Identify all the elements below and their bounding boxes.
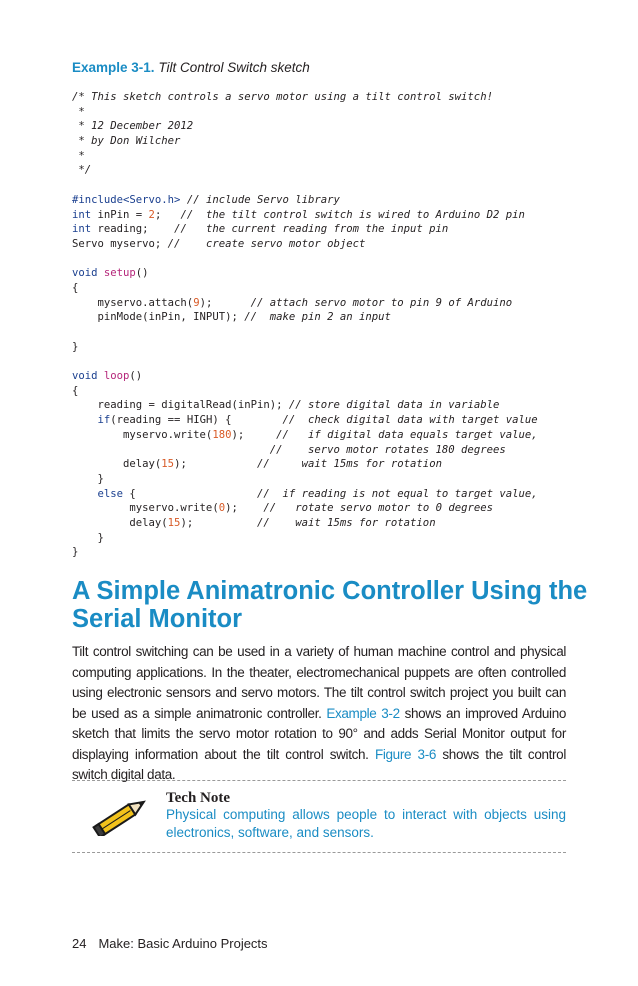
code-token: inPin = (91, 208, 149, 221)
code-token: ); (225, 502, 264, 515)
code-line (72, 428, 572, 443)
code-token: /* This sketch controls a servo motor using a tilt control switch! (72, 91, 493, 103)
code-token: reading = digitalRead(inPin); (72, 399, 289, 412)
paragraph-text: shows the tilt control switch digital data. (72, 746, 566, 782)
code-line (72, 296, 572, 311)
code-token: () (129, 370, 143, 383)
code-token: // servo motor rotates 180 degrees (269, 443, 506, 456)
code-token: int (72, 223, 92, 236)
code-token: * 12 December 2012 (72, 120, 194, 133)
code-token: reading; (91, 223, 175, 236)
code-line (72, 413, 572, 428)
code-line (72, 325, 572, 340)
code-line (72, 443, 572, 458)
code-token: if (97, 414, 111, 427)
code-line (72, 310, 572, 325)
code-token: delay( (72, 516, 168, 529)
code-token: void (72, 370, 98, 383)
code-line (72, 252, 572, 267)
book-title: Make: Basic Arduino Projects (98, 936, 268, 951)
code-line (72, 384, 572, 399)
code-token: myservo.write( (72, 428, 213, 441)
code-line (72, 134, 572, 149)
code-token: int (72, 208, 92, 221)
code-token (72, 444, 270, 456)
code-token: // the tilt control switch is wired to Arduino D2 pin (180, 208, 525, 221)
code-token: // store digital data in variable (288, 399, 500, 412)
code-token: loop (103, 370, 130, 383)
section-heading: A Simple Animatronic Controller Using the Serial Monitor (72, 577, 588, 633)
code-token: // make pin 2 an input (244, 311, 391, 324)
code-token: // if reading is not equal to target value, (256, 487, 538, 500)
code-line (72, 193, 572, 208)
code-line (72, 369, 572, 384)
code-token: () (135, 267, 149, 280)
code-token: // wait 15ms for rotation (256, 458, 442, 471)
pencil-icon (92, 796, 152, 836)
code-token: pinMode(inPin, INPUT); (72, 311, 245, 324)
code-line (72, 472, 572, 487)
code-token: // the current reading from the input pin (174, 223, 449, 236)
code-token: myservo.attach( (72, 296, 194, 309)
note-top-divider (72, 780, 566, 781)
code-token: void (72, 267, 98, 280)
cross-reference-link[interactable]: Example 3-2 (326, 705, 400, 721)
code-token: * (72, 149, 85, 162)
code-token: #include<Servo.h> (72, 193, 181, 206)
example-label: Example 3-1. (72, 60, 155, 75)
code-line (72, 516, 572, 531)
code-token: // attach servo motor to pin 9 of Arduino (250, 296, 513, 309)
page-footer (72, 936, 268, 952)
code-token (72, 488, 98, 500)
code-line (72, 119, 572, 134)
code-token: ); (231, 428, 277, 441)
code-token: // wait 15ms for rotation (256, 516, 436, 529)
code-token: * by Don Wilcher (72, 135, 181, 148)
code-line (72, 457, 572, 472)
code-line (72, 149, 572, 164)
code-token: 0 (218, 502, 226, 515)
code-token: Servo myservo; (72, 237, 168, 250)
code-token: 15 (167, 516, 181, 529)
code-token: // if digital data equals target value, (276, 428, 538, 441)
paragraph-text: shows an improved Arduino sketch that limits the servo motor rotation to 90° and adds Serial Monitor output for displaying information about the tilt control switch. (72, 705, 567, 762)
code-token: // check digital data with target value (282, 414, 538, 427)
code-line (72, 237, 572, 252)
code-token: { (123, 487, 257, 500)
code-token: ); (180, 516, 257, 529)
example-title: Tilt Control Switch sketch (158, 60, 310, 75)
code-token: // create servo motor object (167, 237, 366, 250)
page-number: 24 (72, 936, 87, 951)
code-token: (reading == HIGH) { (110, 414, 283, 427)
code-line (72, 266, 572, 281)
code-token: 180 (212, 428, 232, 441)
code-token: } (72, 546, 79, 559)
code-line (72, 354, 572, 369)
code-line (72, 90, 572, 105)
paragraph-text: Tilt control switching can be used in a variety of human machine control and physical computing applications. In the theater, electromechanical puppets are often controlled using electronic sensors and servo motors. The tilt control switch project you built can be used as a simple animatronic controller. (72, 644, 566, 721)
code-token: delay( (72, 458, 162, 471)
code-token: else (97, 487, 124, 500)
code-token: setup (103, 267, 136, 280)
code-line (72, 281, 572, 296)
code-token: 15 (161, 458, 175, 471)
code-token: { (72, 281, 79, 294)
code-line (72, 208, 572, 223)
code-token: } (72, 472, 104, 485)
note-bottom-divider (72, 852, 566, 853)
code-token: */ (72, 164, 92, 177)
code-token: } (72, 340, 79, 353)
code-token: // rotate servo motor to 0 degrees (263, 502, 493, 515)
example-caption (72, 60, 310, 76)
body-paragraph (72, 642, 566, 786)
code-line (72, 545, 572, 560)
code-token: myservo.write( (72, 502, 219, 515)
cross-reference-link[interactable]: Figure 3-6 (374, 746, 436, 762)
code-line (72, 398, 572, 413)
code-line (72, 222, 572, 237)
code-line (72, 487, 572, 502)
tech-note-body: Physical computing allows people to interact with objects using electronics, software, and sensors. (166, 807, 566, 840)
code-token (72, 414, 98, 426)
code-line (72, 105, 572, 120)
code-token: 2 (148, 208, 155, 221)
code-line (72, 501, 572, 516)
code-token: // include Servo library (180, 193, 340, 206)
code-line (72, 340, 572, 355)
code-token: } (72, 531, 104, 544)
code-line (72, 178, 572, 193)
code-line (72, 163, 572, 178)
code-token: ; (154, 208, 181, 221)
tech-note-title: Tech Note (166, 790, 231, 806)
code-token: ); (174, 458, 257, 471)
code-token: { (72, 384, 79, 397)
code-token: ); (199, 296, 251, 309)
code-token: * (72, 105, 85, 118)
code-token: 9 (193, 296, 200, 309)
code-listing (72, 90, 572, 560)
code-line (72, 531, 572, 546)
